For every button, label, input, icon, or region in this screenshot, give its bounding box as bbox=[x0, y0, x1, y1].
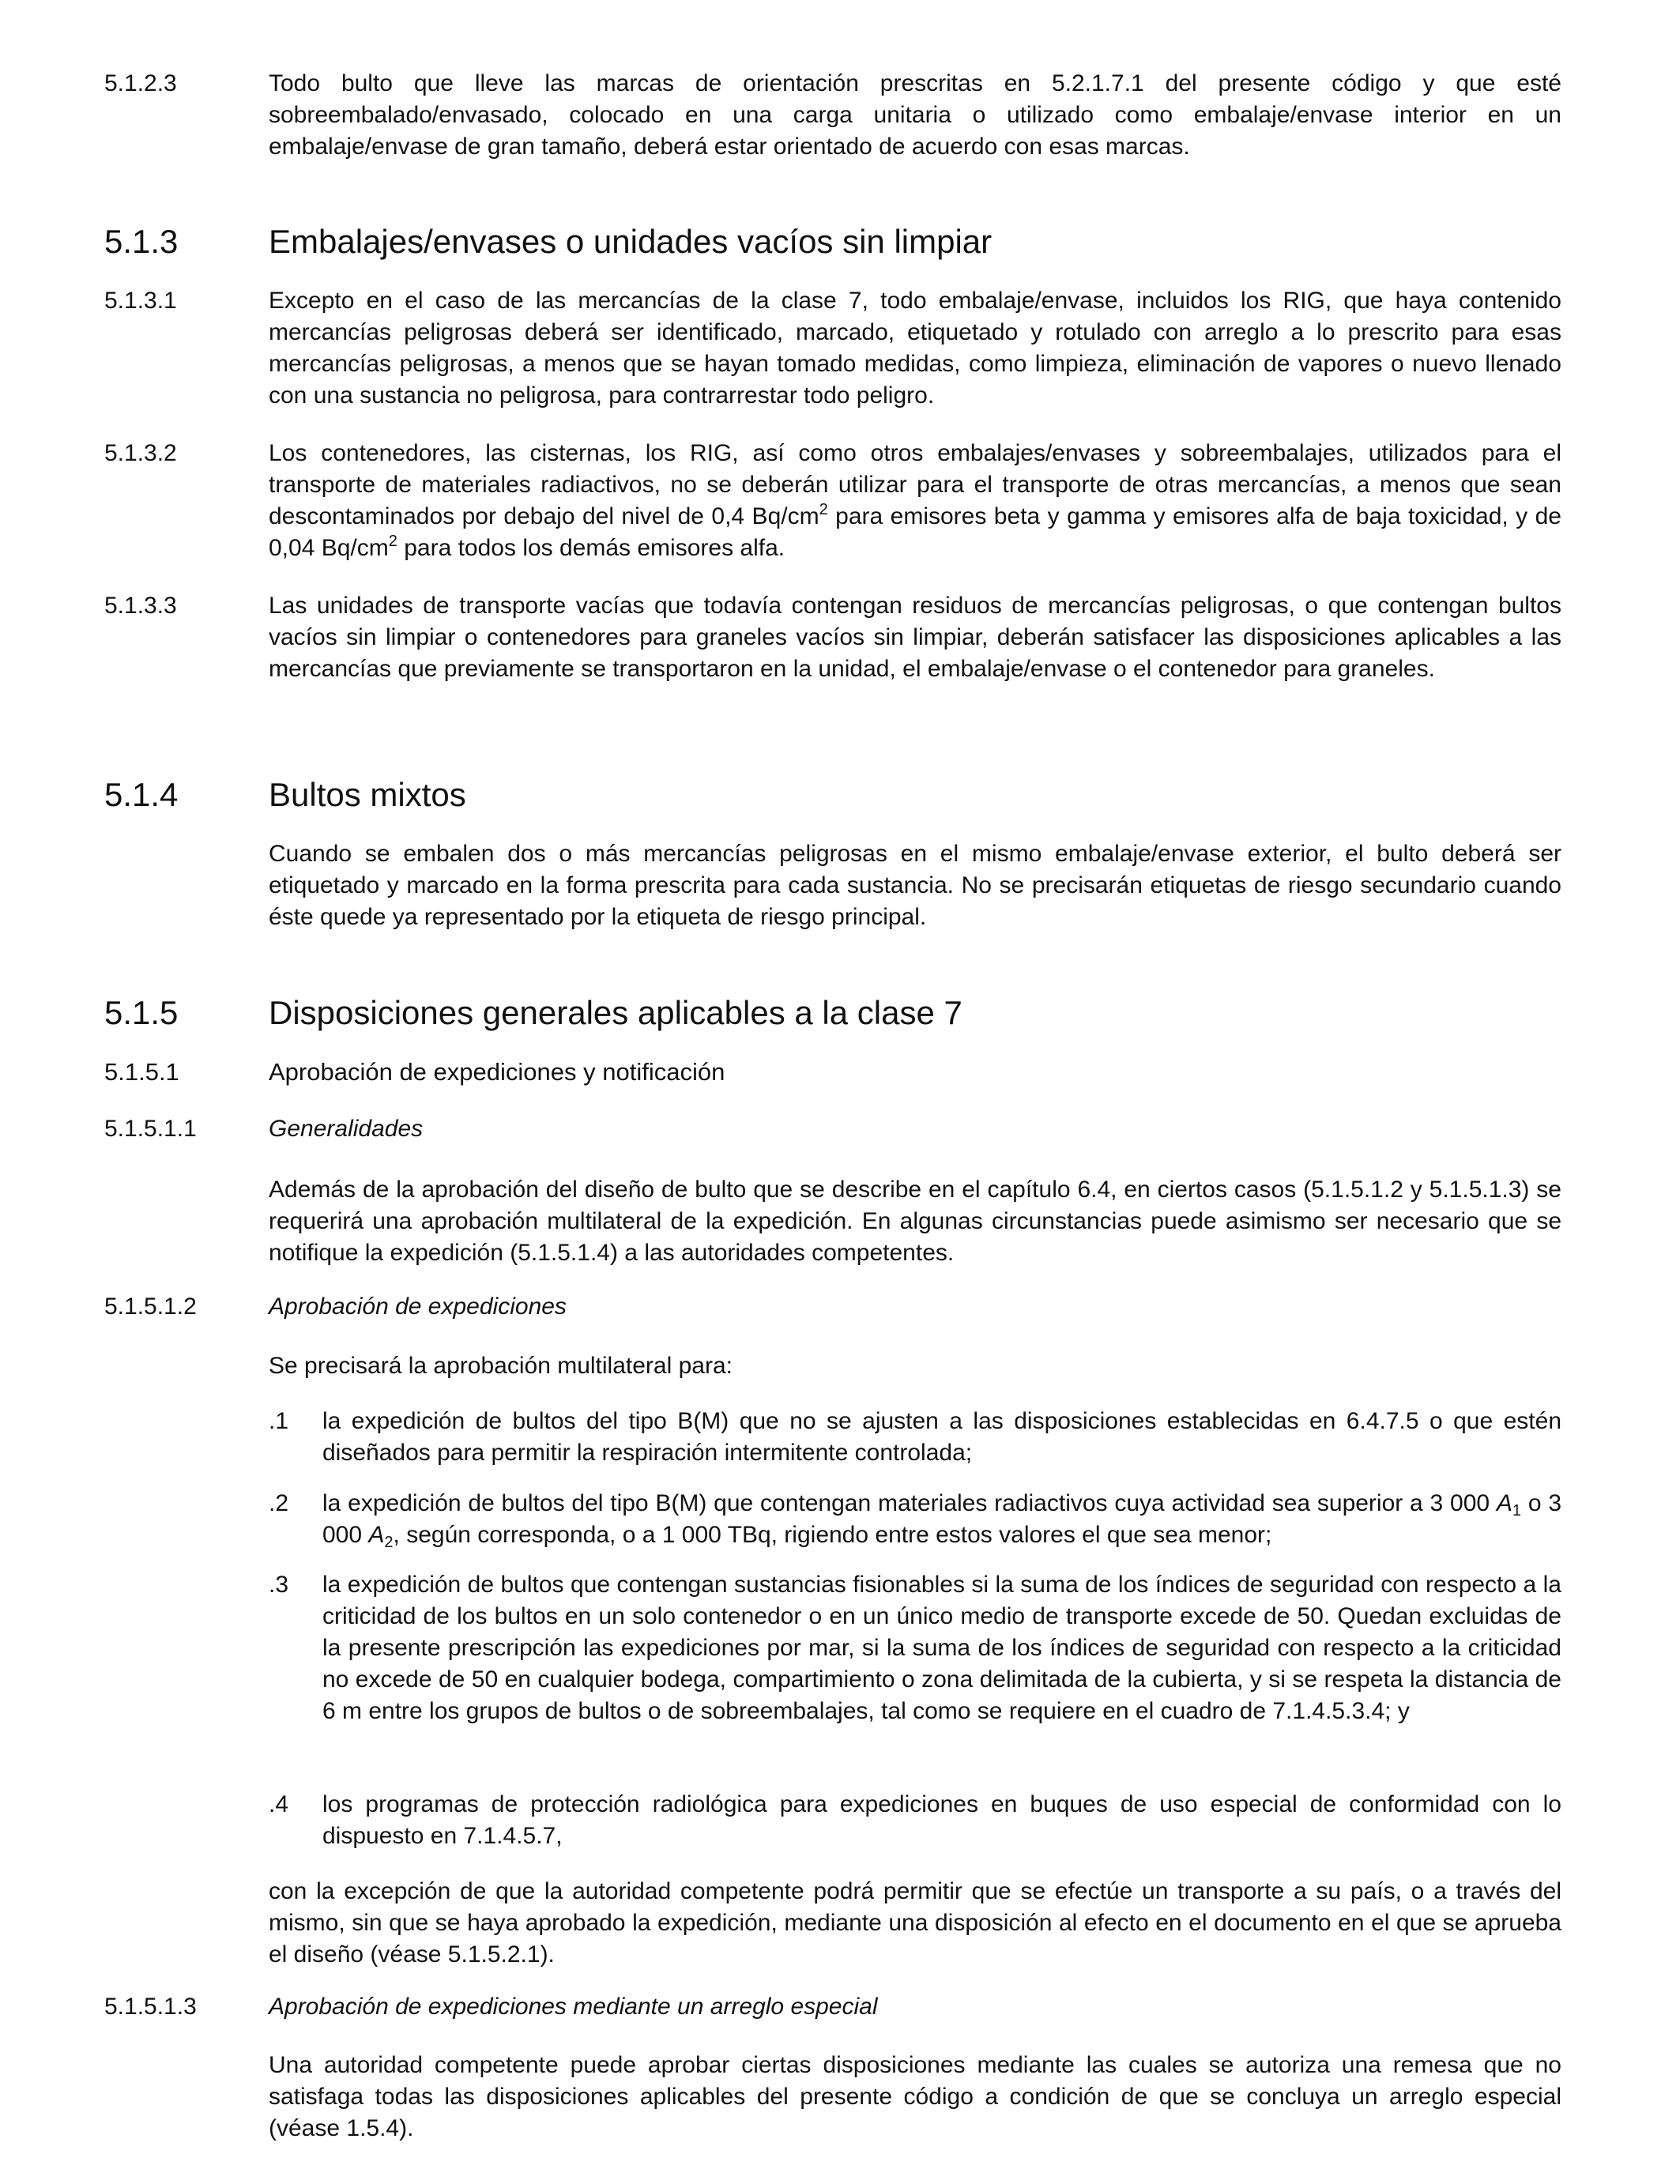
paragraph-text: Además de la aprobación del diseño de bulto que se describe en el capítulo 6.4, en ciertos casos (5.1.5.1.2 y 5.1.5.1.3) se requerirá una aprobación multilateral de la expedición. En algunas circunstancias puede asimismo ser necesario que se notifique la expedición (5.1.5.1.4) a las autoridades competentes. bbox=[269, 1177, 1561, 1266]
subsection-title: Aprobación de expediciones y notificación bbox=[269, 1058, 725, 1086]
subsection-number: 5.1.5.1.1 bbox=[104, 1116, 197, 1142]
subsection-number: 5.1.5.1.3 bbox=[104, 1994, 197, 2020]
subsection-number: 5.1.5.1.2 bbox=[104, 1293, 197, 1320]
section-number: 5.1.3 bbox=[104, 223, 179, 260]
subsection-title: Generalidades bbox=[269, 1116, 424, 1142]
paragraph-text: con la excepción de que la autoridad competente podrá permitir que se efectúe un transporte a su país, o a través del mismo, sin que se haya aprobado la expedición, mediante una disposición al efecto en el documento en el que se aprueba el diseño (véase 5.1.5.2.1). bbox=[269, 1878, 1561, 1967]
list-item-number: .2 bbox=[269, 1490, 289, 1516]
section-title: Bultos mixtos bbox=[269, 776, 466, 813]
paragraph-text: Se precisará la aprobación multilateral para: bbox=[269, 1353, 733, 1379]
section-title: Embalajes/envases o unidades vacíos sin limpiar bbox=[269, 223, 993, 260]
subsection-title: Aprobación de expediciones bbox=[269, 1293, 567, 1320]
paragraph-number: 5.1.3.3 bbox=[104, 593, 177, 619]
subsection-number: 5.1.5.1 bbox=[104, 1058, 179, 1086]
subsection-title: Aprobación de expediciones mediante un arreglo especial bbox=[269, 1994, 878, 2020]
list-item-text: la expedición de bultos que contengan sustancias fisionables si la suma de los índices de seguridad con respecto a la criticidad de los bultos en un solo contenedor o en un único medio de transporte excede de 50. Quedan excluidas de la presente prescripción las expediciones por mar, si la suma de los índices de seguridad con respecto a la criticidad no excede de 50 en cualquier bodega, compartimiento o zona delimitada de la cubierta, y si se respeta la distancia de 6 m entre los grupos de bultos o de sobreembalajes, tal como se requiere en el cuadro de 7.1.4.5.3.4; y bbox=[322, 1572, 1561, 1724]
paragraph-number: 5.1.2.3 bbox=[104, 70, 177, 96]
paragraph-text: Excepto en el caso de las mercancías de la clase 7, todo embalaje/envase, incluidos los RIG, que haya contenido mercancías peligrosas deberá ser identificado, marcado, etiquetado y rotulado con arreglo a lo prescrito para esas mercancías peligrosas, a menos que se hayan tomado medidas, como limpieza, eliminación de vapores o nuevo llenado con una sustancia no peligrosa, para contrarrestar todo peligro. bbox=[269, 288, 1561, 409]
list-item-number: .4 bbox=[269, 1791, 289, 1817]
superscript: 2 bbox=[819, 501, 828, 518]
paragraph-number: 5.1.3.2 bbox=[104, 440, 177, 466]
paragraph-number: 5.1.3.1 bbox=[104, 288, 177, 314]
paragraph-text: Cuando se embalen dos o más mercancías peligrosas en el mismo embalaje/envase exterior, el bulto deberá ser etiquetado y marcado en la forma prescrita para cada sustancia. No se precisarán etiquetas de riesgo secundario cuando éste quede ya representado por la etiqueta de riesgo principal. bbox=[269, 841, 1561, 930]
list-item-text: la expedición de bultos del tipo B(M) que no se ajusten a las disposiciones establecidas en 6.4.7.5 o que estén diseñados para permitir la respiración intermitente controlada; bbox=[322, 1408, 1561, 1466]
paragraph-text: Las unidades de transporte vacías que todavía contengan residuos de mercancías peligrosas, o que contengan bultos vacíos sin limpiar o contenedores para graneles vacíos sin limpiar, deberán satisfacer las disposiciones aplicables a las mercancías que previamente se transportaron en la unidad, el embalaje/envase o el contenedor para graneles. bbox=[269, 593, 1561, 682]
section-number: 5.1.5 bbox=[104, 994, 179, 1031]
section-title: Disposiciones generales aplicables a la clase 7 bbox=[269, 994, 962, 1031]
list-item-number: .3 bbox=[269, 1572, 289, 1598]
paragraph-text: Los contenedores, las cisternas, los RIG, así como otros embalajes/envases y sobreembalajes, utilizados para el transporte de materiales radiactivos, no se deberán utilizar para el transporte de otras mercancías, a menos que sean descontaminados por debajo del nivel de 0,4 $Bq/cm^2$ para emisores beta y gamma y emisores alfa de baja toxicidad, y de 0,04 $Bq/cm^2$ para todos los demás emisores alfa. bbox=[269, 440, 1561, 561]
superscript: 2 bbox=[388, 533, 397, 550]
list-item-text: la expedición de bultos del tipo B(M) que contengan materiales radiactivos cuya actividad sea superior a 3 000 $A_1$ o 3 000 $A_2$, según corresponda, o a 1 000 TBq, rigiendo entre estos valores el que sea menor; bbox=[322, 1490, 1561, 1551]
list-item-text: los programas de protección radiológica para expediciones en buques de uso especial de conformidad con lo dispuesto en 7.1.4.5.7, bbox=[322, 1791, 1561, 1849]
paragraph-text: Todo bulto que lleve las marcas de orientación prescritas en 5.2.1.7.1 del presente código y que esté sobreembalado/envasado, colocado en una carga unitaria o utilizado como embalaje/envase interior en un embalaje/envase de gran tamaño, deberá estar orientado de acuerdo con esas marcas. bbox=[269, 70, 1561, 160]
paragraph-text: Una autoridad competente puede aprobar ciertas disposiciones mediante las cuales se autoriza una remesa que no satisfaga todas las disposiciones aplicables del presente código a condición de que se concluya un arreglo especial (véase 1.5.4). bbox=[269, 2052, 1561, 2141]
list-item-number: .1 bbox=[269, 1408, 289, 1434]
section-number: 5.1.4 bbox=[104, 776, 179, 813]
